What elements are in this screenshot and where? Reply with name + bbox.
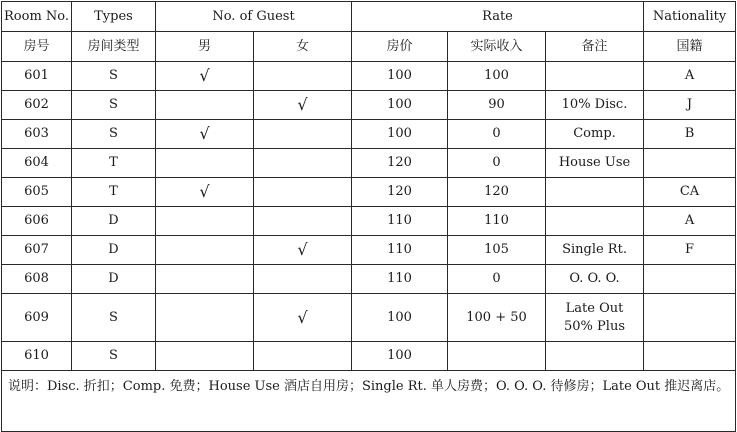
female-check: √ <box>254 294 352 342</box>
room-type: S <box>72 342 156 371</box>
female-check <box>254 120 352 149</box>
remark-line-1: Late Out <box>565 300 624 316</box>
subheader-nationality: 国籍 <box>644 32 736 62</box>
actual-income: 110 <box>448 207 546 236</box>
female-check <box>254 149 352 178</box>
table-row <box>2 294 736 342</box>
female-check: √ <box>254 236 352 265</box>
male-check <box>156 149 254 178</box>
header-row-english <box>2 2 736 32</box>
room-rate-table <box>1 1 736 432</box>
actual-income: 90 <box>448 91 546 120</box>
nationality <box>644 294 736 342</box>
table-row <box>2 178 736 207</box>
room-number: 606 <box>2 207 72 236</box>
female-check: √ <box>254 91 352 120</box>
female-check <box>254 265 352 294</box>
room-price: 100 <box>352 62 448 91</box>
room-price: 100 <box>352 294 448 342</box>
table-row <box>2 62 736 91</box>
header-row-chinese <box>2 32 736 62</box>
remark: Single Rt. <box>546 236 644 265</box>
room-number: 601 <box>2 62 72 91</box>
room-number: 608 <box>2 265 72 294</box>
remark: O. O. O. <box>546 265 644 294</box>
table-row <box>2 342 736 371</box>
room-number: 610 <box>2 342 72 371</box>
male-check <box>156 342 254 371</box>
table-row <box>2 207 736 236</box>
room-type: T <box>72 149 156 178</box>
subheader-type: 房间类型 <box>72 32 156 62</box>
table-row <box>2 91 736 120</box>
subheader-remark: 备注 <box>546 32 644 62</box>
female-check <box>254 342 352 371</box>
male-check <box>156 91 254 120</box>
nationality: F <box>644 236 736 265</box>
remark <box>546 207 644 236</box>
room-number: 607 <box>2 236 72 265</box>
room-price: 110 <box>352 265 448 294</box>
remark <box>546 178 644 207</box>
subheader-actual: 实际收入 <box>448 32 546 62</box>
room-number: 605 <box>2 178 72 207</box>
room-number: 602 <box>2 91 72 120</box>
room-number: 609 <box>2 294 72 342</box>
actual-income: 0 <box>448 120 546 149</box>
nationality: A <box>644 62 736 91</box>
nationality <box>644 149 736 178</box>
remark <box>546 294 644 342</box>
note-row <box>2 371 736 432</box>
header-guest: No. of Guest <box>156 2 352 32</box>
remark-line-2: 50% Plus <box>564 318 625 334</box>
room-price: 120 <box>352 149 448 178</box>
table-row <box>2 120 736 149</box>
male-check <box>156 294 254 342</box>
room-price: 120 <box>352 178 448 207</box>
female-check <box>254 178 352 207</box>
header-rate: Rate <box>352 2 644 32</box>
actual-income: 100 + 50 <box>448 294 546 342</box>
room-number: 604 <box>2 149 72 178</box>
remark: 10% Disc. <box>546 91 644 120</box>
table-row <box>2 265 736 294</box>
male-check <box>156 236 254 265</box>
male-check: √ <box>156 120 254 149</box>
nationality <box>644 342 736 371</box>
room-type: D <box>72 207 156 236</box>
actual-income: 0 <box>448 149 546 178</box>
subheader-price: 房价 <box>352 32 448 62</box>
table-row <box>2 236 736 265</box>
male-check: √ <box>156 62 254 91</box>
header-nationality: Nationality <box>644 2 736 32</box>
nationality <box>644 265 736 294</box>
male-check <box>156 265 254 294</box>
actual-income: 120 <box>448 178 546 207</box>
legend-note: 说明：Disc. 折扣；Comp. 免费；House Use 酒店自用房；Single Rt. 单人房费；O. O. O. 待修房；Late Out 推迟离店。 <box>2 371 736 432</box>
room-type: D <box>72 265 156 294</box>
nationality: A <box>644 207 736 236</box>
room-type: T <box>72 178 156 207</box>
female-check <box>254 62 352 91</box>
room-type: S <box>72 91 156 120</box>
room-type: S <box>72 62 156 91</box>
subheader-male: 男 <box>156 32 254 62</box>
room-number: 603 <box>2 120 72 149</box>
nationality: CA <box>644 178 736 207</box>
remark: House Use <box>546 149 644 178</box>
remark: Comp. <box>546 120 644 149</box>
nationality: B <box>644 120 736 149</box>
header-types: Types <box>72 2 156 32</box>
actual-income <box>448 342 546 371</box>
room-price: 100 <box>352 120 448 149</box>
room-type: S <box>72 294 156 342</box>
subheader-room: 房号 <box>2 32 72 62</box>
remark <box>546 342 644 371</box>
subheader-female: 女 <box>254 32 352 62</box>
table-row <box>2 149 736 178</box>
female-check <box>254 207 352 236</box>
male-check <box>156 207 254 236</box>
room-type: D <box>72 236 156 265</box>
room-price: 110 <box>352 207 448 236</box>
room-price: 100 <box>352 91 448 120</box>
remark <box>546 62 644 91</box>
header-room-no: Room No. <box>2 2 72 32</box>
room-price: 100 <box>352 342 448 371</box>
male-check: √ <box>156 178 254 207</box>
room-price: 110 <box>352 236 448 265</box>
actual-income: 105 <box>448 236 546 265</box>
room-type: S <box>72 120 156 149</box>
nationality: J <box>644 91 736 120</box>
actual-income: 100 <box>448 62 546 91</box>
actual-income: 0 <box>448 265 546 294</box>
